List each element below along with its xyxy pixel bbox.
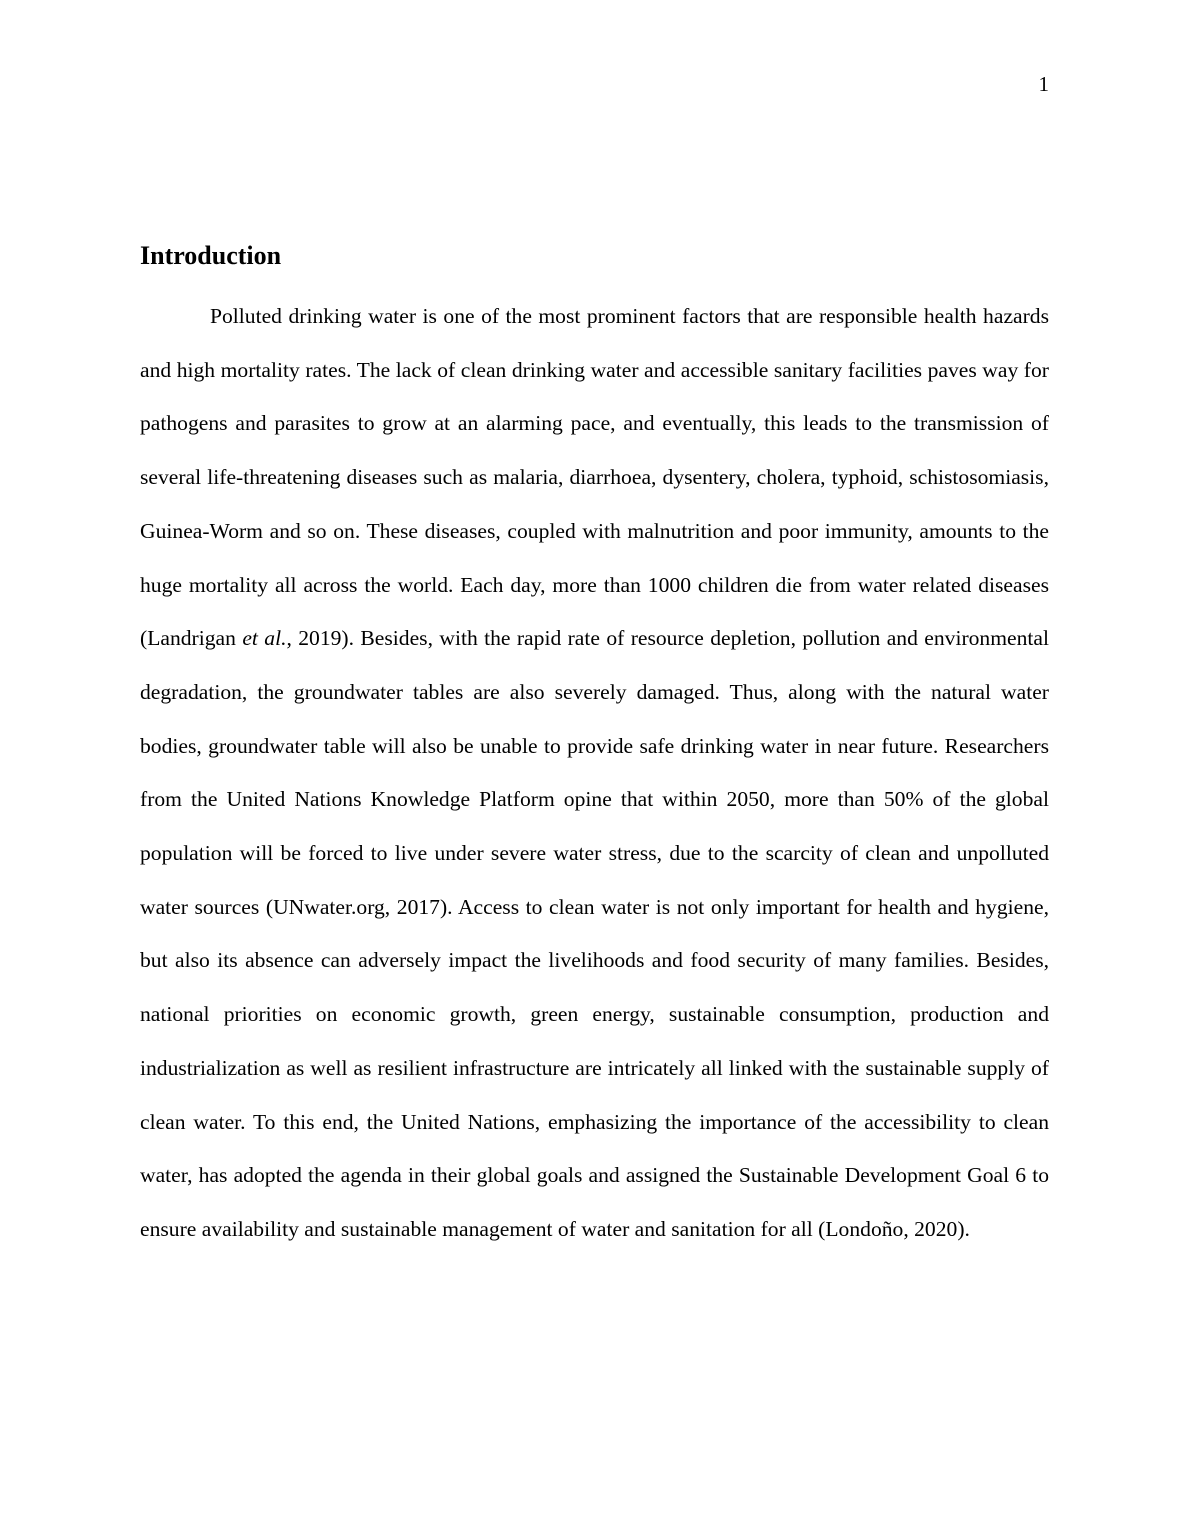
paragraph-text-part1: Polluted drinking water is one of the most prominent factors that are responsible health hazards and high mortality rates. The lack of clean drinking water and accessible sanitary facilities paves way for pathogens and parasites to grow at an alarming pace, and eventually, this leads to the transmission of several life-threatening diseases such as malaria, diarrhoea, dysentery, cholera, typhoid, schistosomiasis, Guinea-Worm and so on. These diseases, coupled with malnutrition and poor immunity, amounts to the huge mortality all across the world. Each day, more than 1000 children die from water related diseases (Landrigan [140,304,1049,651]
citation-et-al: et al. [242,626,287,651]
body-paragraph [140,290,1049,1257]
page-number: 1 [1038,72,1049,96]
paragraph-text-part2: , 2019). Besides, with the rapid rate of resource depletion, pollution and environmental degradation, the groundwater tables are also severely damaged. Thus, along with the natural water bodies, groundwater table will also be unable to provide safe drinking water in near future. Researchers from the United Nations Knowledge Platform opine that within 2050, more than 50% of the global population will be forced to live under severe water stress, due to the scarcity of clean and unpolluted water sources (UNwater.org, 2017). Access to clean water is not only important for health and hygiene, but also its absence can adversely impact the livelihoods and food security of many families. Besides, national priorities on economic growth, green energy, sustainable consumption, production and industrialization as well as resilient infrastructure are intricately all linked with the sustainable supply of clean water. To this end, the United Nations, emphasizing the importance of the accessibility to clean water, has adopted the agenda in their global goals and assigned the Sustainable Development Goal 6 to ensure availability and sustainable management of water and sanitation for all (Londoño, 2020). [140,626,1049,1241]
section-heading: Introduction [140,241,282,270]
